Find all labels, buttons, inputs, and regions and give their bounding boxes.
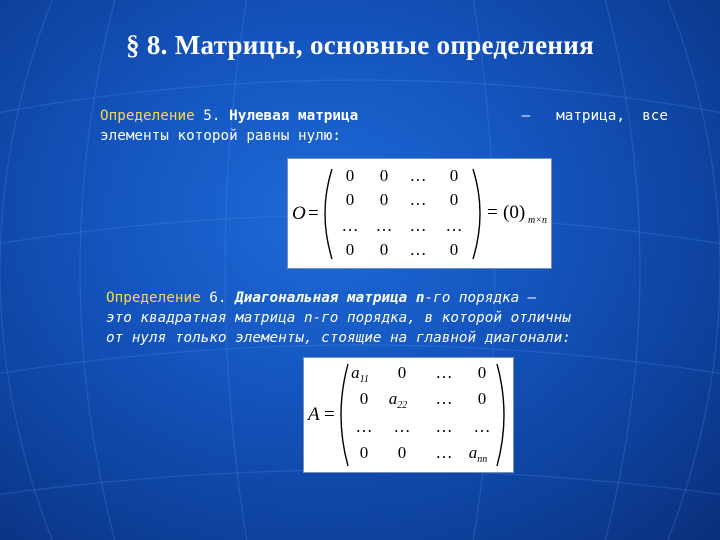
zero-matrix-cell: … — [375, 216, 393, 235]
definition-6-line2-n: n — [303, 310, 313, 326]
zero-matrix-cell: … — [341, 216, 359, 235]
zero-matrix-cell: 0 — [345, 240, 355, 259]
definition-6-line2-b: -го порядка, в которой отличны — [312, 310, 571, 326]
diagonal-matrix-entry: $a_{nn}$ — [468, 443, 488, 465]
definition-6-line2-a: это квадратная матрица — [106, 310, 304, 326]
zero-matrix-cell: 0 — [379, 240, 389, 259]
definition-5 — [100, 106, 668, 146]
diagonal-matrix-entry: $a_{11}$ — [351, 363, 369, 385]
svg-text:=: = — [308, 203, 319, 224]
definition-6 — [106, 288, 678, 348]
diagonal-matrix-dots: … — [393, 417, 411, 436]
zero-matrix-cell: … — [445, 216, 463, 235]
zero-matrix-cell: 0 — [449, 240, 459, 259]
zero-matrix-rhs-sub: m×n — [528, 215, 547, 226]
diagonal-matrix-zero: 0 — [397, 363, 407, 382]
svg-text:=: = — [324, 404, 335, 425]
zero-matrix-cell: … — [409, 216, 427, 235]
definition-6-number: 6. — [200, 290, 236, 306]
slide-title: § 8. Матрицы, основные определения — [125, 30, 595, 60]
diagonal-matrix-zero: 0 — [359, 389, 369, 408]
diagonal-matrix-name: A — [308, 404, 320, 425]
diagonal-matrix-dots: … — [355, 417, 373, 436]
definition-5-term: Нулевая матрица — [229, 108, 359, 124]
diagonal-matrix-dots: … — [435, 417, 453, 436]
definition-6-label: Определение — [106, 290, 201, 306]
definition-5-rest: – матрица, все — [521, 108, 668, 124]
diagonal-matrix-dots: … — [473, 417, 491, 436]
zero-matrix-cell: 0 — [379, 166, 389, 185]
diagonal-matrix-zero: 0 — [477, 389, 487, 408]
zero-matrix-name: O — [292, 203, 306, 224]
diagonal-matrix-zero: 0 — [477, 363, 487, 382]
svg-text:=: = — [487, 202, 498, 223]
definition-6-line1-tail: -го порядка – — [424, 290, 537, 306]
diagonal-matrix-formula — [303, 357, 514, 473]
zero-matrix-cell: 0 — [449, 190, 459, 209]
zero-matrix-cell: 0 — [449, 166, 459, 185]
zero-matrix-cell: … — [409, 166, 427, 185]
definition-6-line3: от нуля только элементы, стоящие на главной диагонали: — [106, 330, 571, 346]
zero-matrix-rhs: (0) — [503, 202, 526, 223]
definition-5-number: 5. — [194, 108, 230, 124]
zero-matrix-cell: 0 — [345, 166, 355, 185]
zero-matrix-cell: … — [409, 190, 427, 209]
definition-6-term-n: n — [415, 290, 425, 306]
diagonal-matrix-dots: … — [435, 363, 453, 382]
diagonal-matrix-dots: … — [435, 443, 453, 462]
zero-matrix-cell: 0 — [379, 190, 389, 209]
definition-5-label: Определение — [100, 108, 195, 124]
zero-matrix-formula — [287, 158, 552, 269]
definition-5-line2: элементы которой равны нулю: — [100, 128, 342, 144]
diagonal-matrix-entry: $a_{22}$ — [388, 389, 408, 411]
diagonal-matrix-zero: 0 — [359, 443, 369, 462]
diagonal-matrix-dots: … — [435, 389, 453, 408]
zero-matrix-cell: … — [409, 240, 427, 259]
zero-matrix-cell: 0 — [345, 190, 355, 209]
definition-6-term: Диагональная матрица — [235, 290, 408, 306]
diagonal-matrix-zero: 0 — [397, 443, 407, 462]
